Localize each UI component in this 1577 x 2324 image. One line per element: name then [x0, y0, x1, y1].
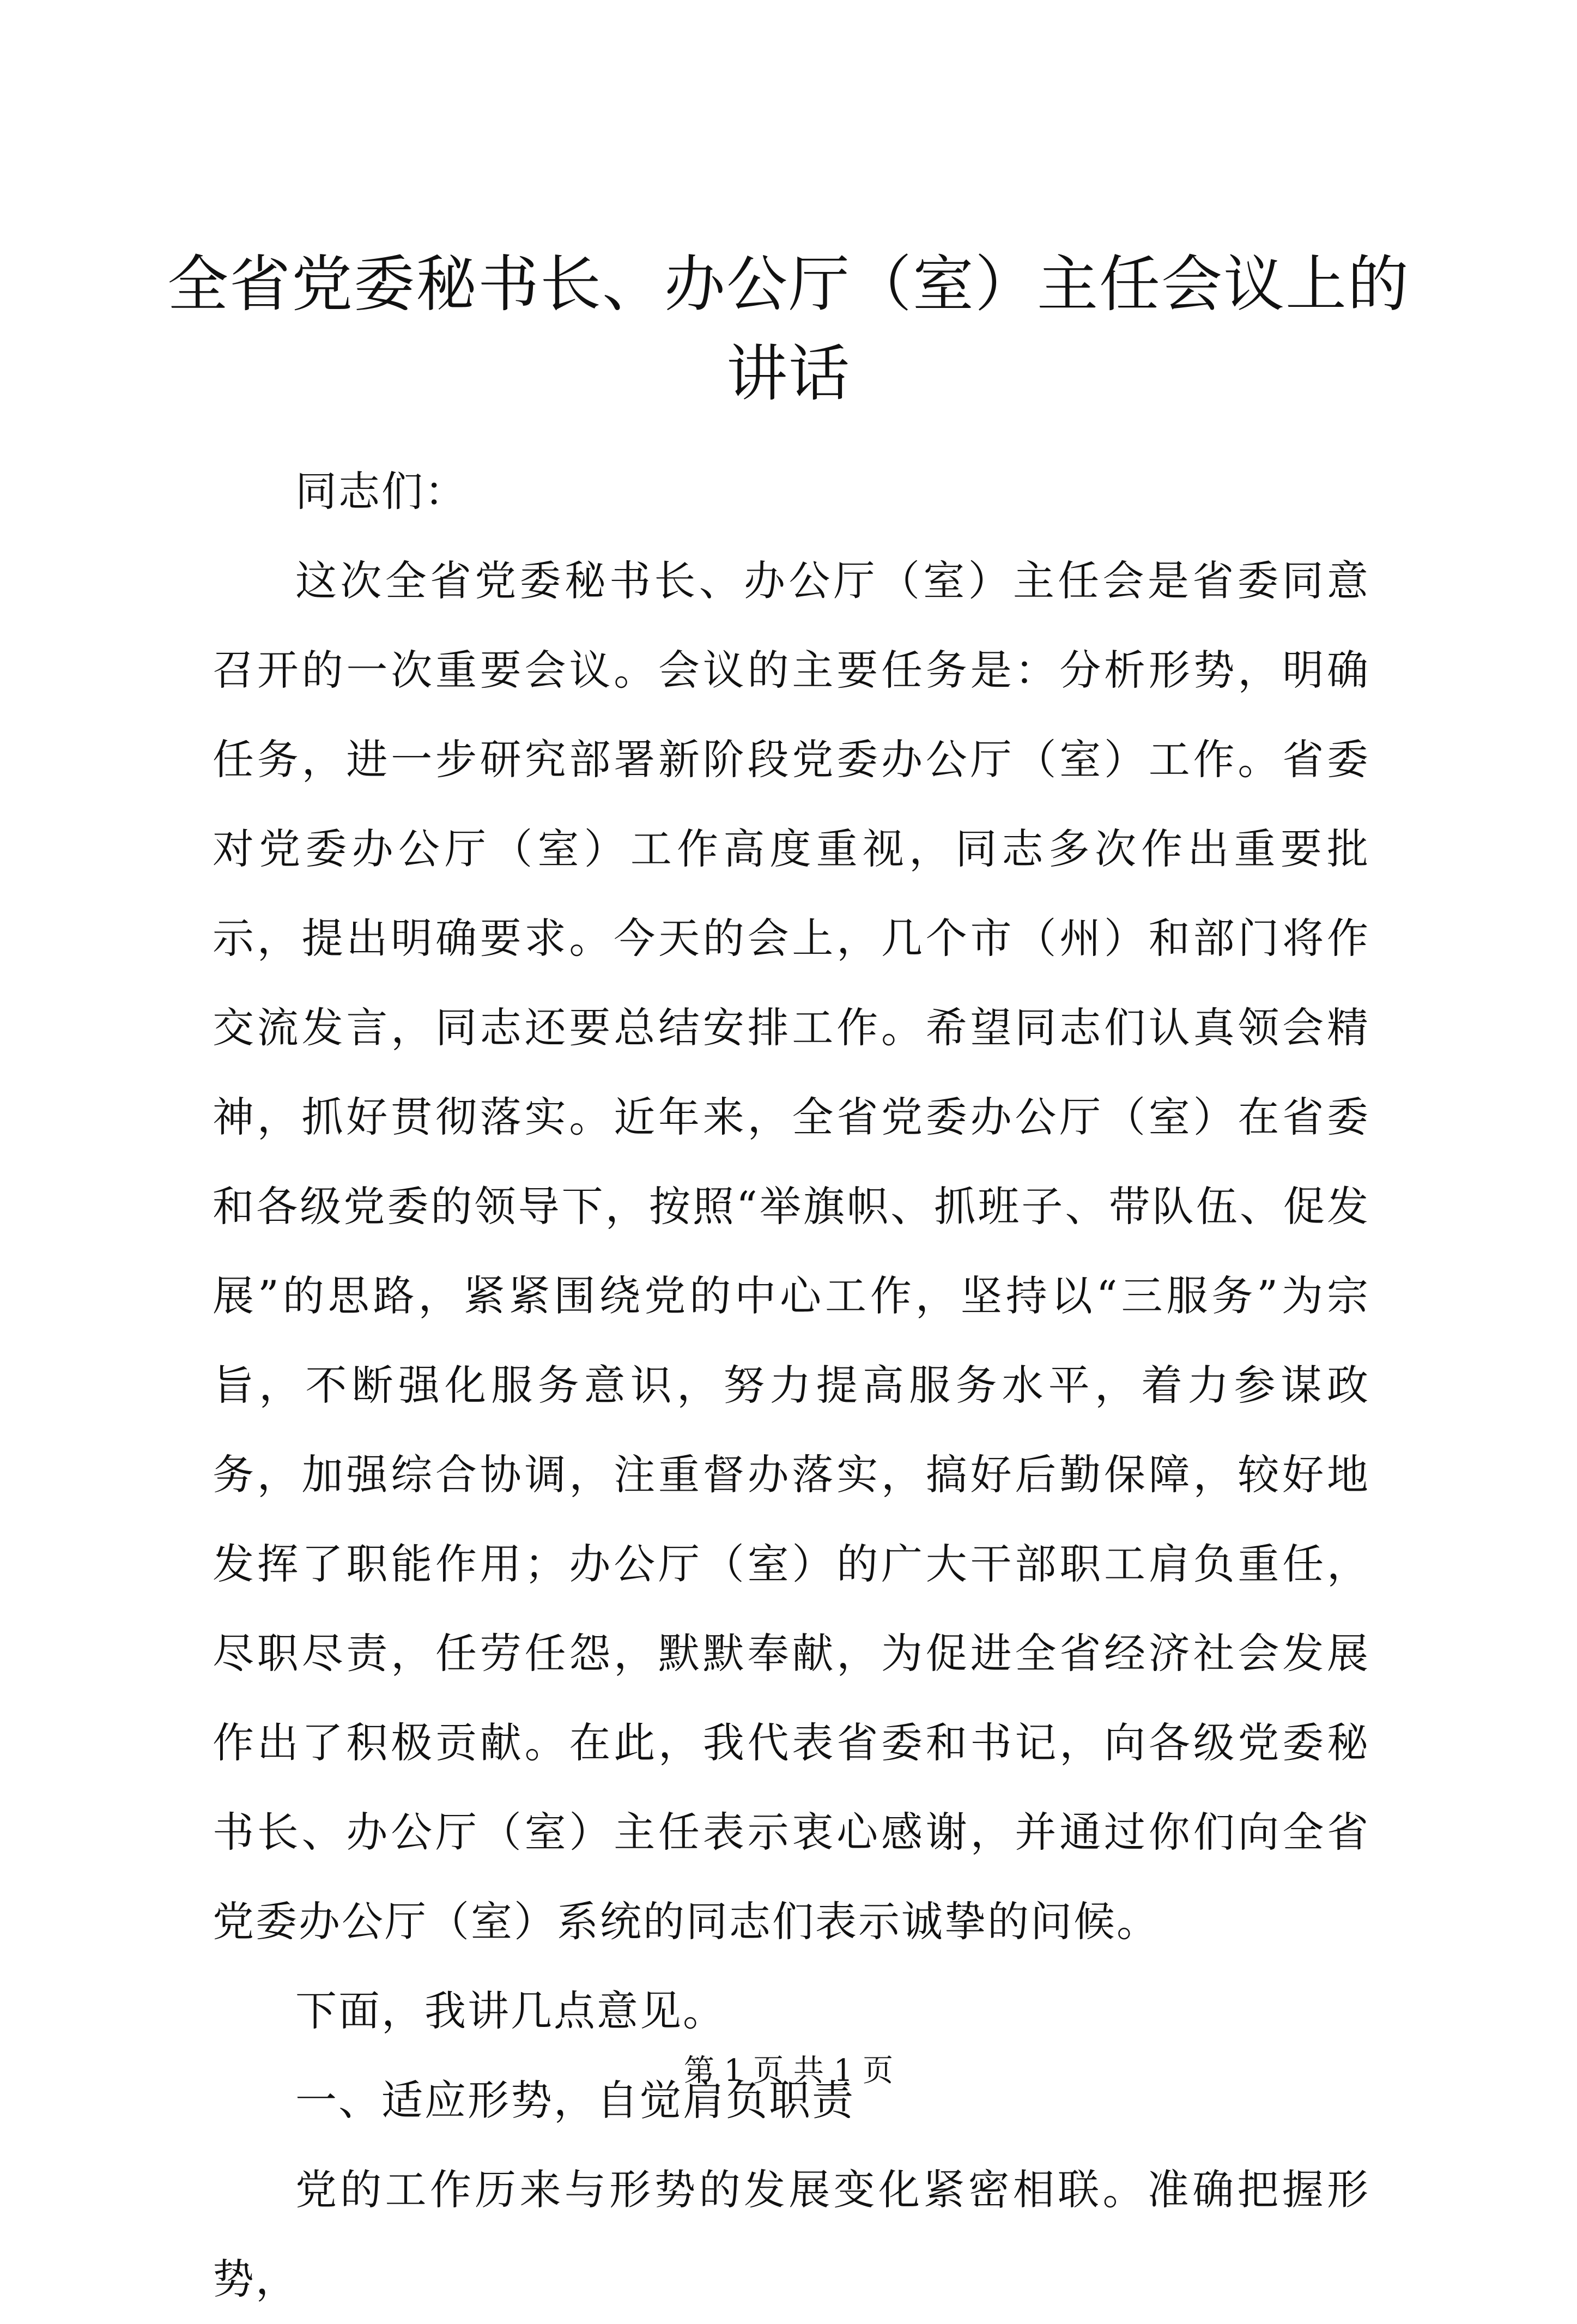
page-number: 第 1 页 共 1 页 [683, 2053, 894, 2089]
body-paragraph: 党的工作历来与形势的发展变化紧密相联。准确把握形势， [213, 2165, 1370, 2303]
body-paragraph: 这次全省党委秘书长、办公厅（室）主任会是省委同意召开的一次重要会议。会议的主要任务是：分析形势，明确任务，进一步研究部署新阶段党委办公厅（室）工作。省委对党委办公厅（室）工作高度重视，同志多次作出重要批示，提出明确要求。今天的会上，几个市（州）和部门将作交流发言，同志还要总结安排工作。希望同志们认真领会精神，抓好贯彻落实。近年来，全省党委办公厅（室）在省委和各级党委的领导下，按照“举旗帜、抓班子、带队伍、促发展”的思路，紧紧围绕党的中心工作，坚持以“三服务”为宗旨，不断强化服务意识，努力提高服务水平，着力参谋政务，加强综合协调，注重督办落实，搞好后勤保障，较好地发挥了职能作用；办公厅（室）的广大干部职工肩负重任，尽职尽责，任劳任怨，默默奉献，为促进全省经济社会发展作出了积极贡献。在此，我代表省委和书记，向各级党委秘书长、办公厅（室）主任表示衷心感谢，并通过你们向全省党委办公厅（室）系统的同志们表示诚挚的问候。 [213, 556, 1370, 1946]
document-title [163, 240, 1414, 419]
document-body [213, 447, 1370, 2324]
page-footer [0, 2049, 1577, 2093]
section-heading: 一、适应形势，自觉肩负职责 [295, 2076, 855, 2125]
title-line-2: 讲话 [726, 338, 851, 409]
body-paragraph: 下面，我讲几点意见。 [295, 1987, 726, 2035]
title-line-1: 全省党委秘书长、办公厅（室）主任会议上的 [167, 249, 1410, 320]
salutation: 同志们： [295, 467, 468, 516]
